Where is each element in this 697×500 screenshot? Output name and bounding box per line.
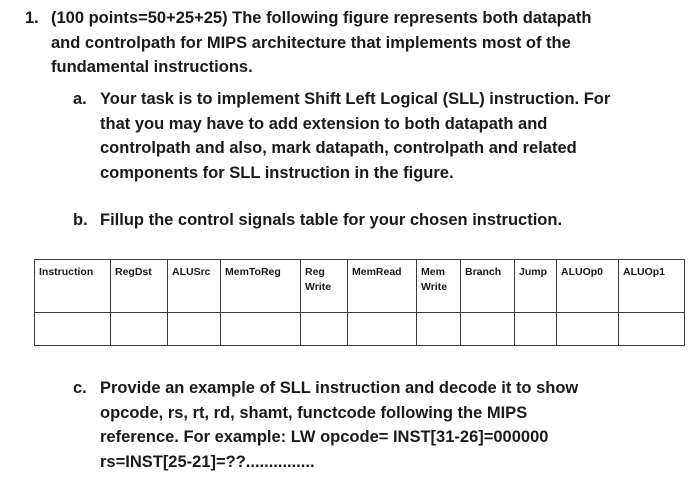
cell-alusrc[interactable] — [168, 313, 221, 346]
control-signals-table — [34, 259, 685, 346]
part-b-label: b. — [73, 211, 88, 229]
cell-aluop1[interactable] — [619, 313, 685, 346]
column-header-instruction: Instruction — [35, 260, 111, 313]
cell-regwrite[interactable] — [301, 313, 348, 346]
table-header-row — [35, 260, 685, 313]
cell-jump[interactable] — [515, 313, 557, 346]
column-header-memwrite: Mem Write — [417, 260, 461, 313]
column-header-regdst: RegDst — [111, 260, 168, 313]
question-number: 1. — [25, 9, 39, 27]
cell-aluop0[interactable] — [557, 313, 619, 346]
cell-memwrite[interactable] — [417, 313, 461, 346]
part-c-text: Provide an example of SLL instruction and decode it to show opcode, rs, rt, rd, shamt, functcode following the MIPS reference. For example: LW opcode= INST[31-26]=000000 rs=INST[25-21]=??............... — [100, 379, 579, 471]
column-header-jump: Jump — [515, 260, 557, 313]
question-text: (100 points=50+25+25) The following figure represents both datapath and controlpath for MIPS architecture that implements most of the fundamental instructions. — [51, 9, 592, 76]
part-c-label: c. — [73, 379, 87, 397]
part-b-text: Fillup the control signals table for your chosen instruction. — [100, 211, 563, 229]
table-row — [35, 313, 685, 346]
part-a-label: a. — [73, 90, 87, 108]
column-header-aluop1: ALUOp1 — [619, 260, 685, 313]
cell-regdst[interactable] — [111, 313, 168, 346]
part-a-text: Your task is to implement Shift Left Logical (SLL) instruction. For that you may have to add extension to both datapath and controlpath and also, mark datapath, controlpath and related components for SLL instruction in the figure. — [100, 90, 611, 182]
cell-instruction[interactable] — [35, 313, 111, 346]
column-header-aluop0: ALUOp0 — [557, 260, 619, 313]
cell-memread[interactable] — [348, 313, 417, 346]
column-header-alusrc: ALUSrc — [168, 260, 221, 313]
cell-memtoreg[interactable] — [221, 313, 301, 346]
cell-branch[interactable] — [461, 313, 515, 346]
column-header-branch: Branch — [461, 260, 515, 313]
column-header-memtoreg: MemToReg — [221, 260, 301, 313]
column-header-regwrite: Reg Write — [301, 260, 348, 313]
column-header-memread: MemRead — [348, 260, 417, 313]
